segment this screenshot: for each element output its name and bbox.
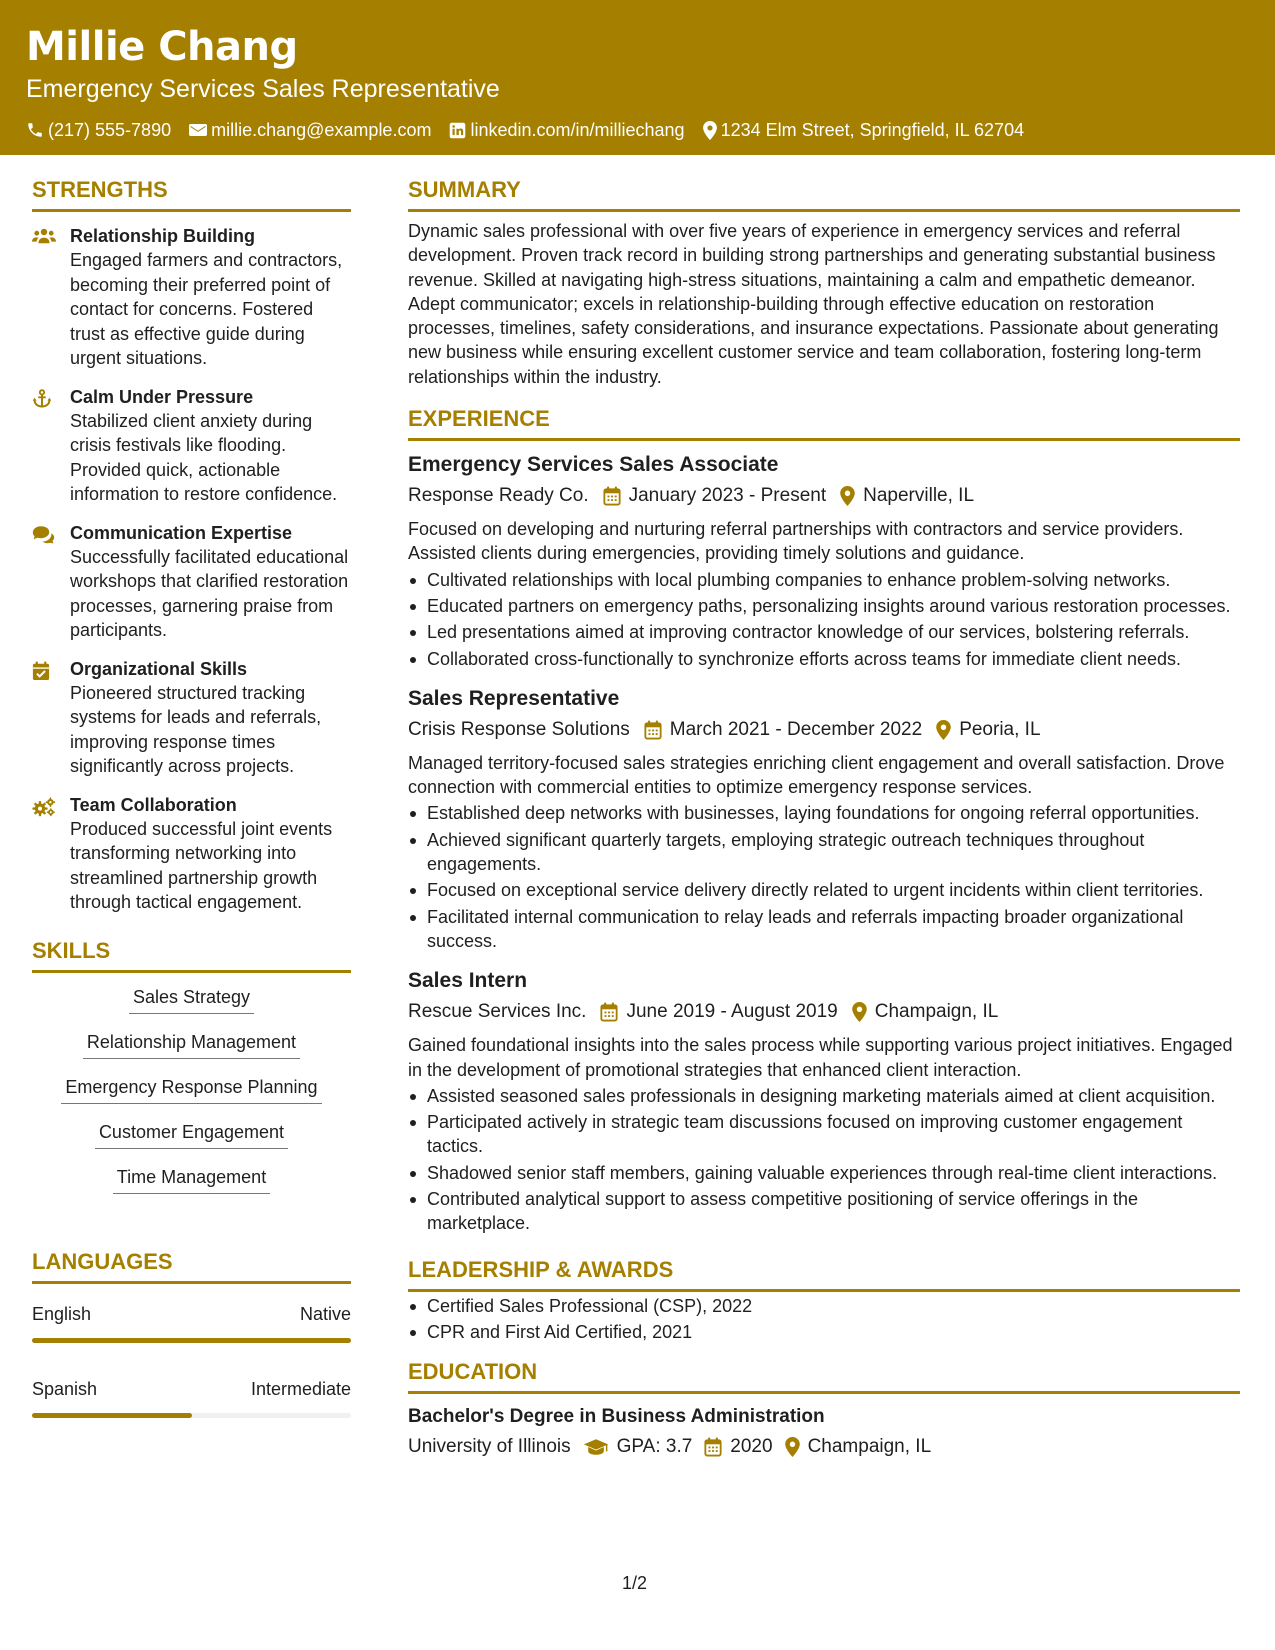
job-bullets [408,801,1240,953]
resume-header [0,0,1275,155]
language-level: Intermediate [250,1378,351,1399]
bullet-item: Achieved significant quarterly targets, employing strategic outreach techniques throughout engagements. [408,828,1240,877]
right-column [408,176,1240,1461]
education-location: Champaign, IL [807,1436,932,1458]
company-name: Rescue Services Inc. [408,1001,587,1023]
map-pin-icon [785,1437,800,1457]
bullet-item: Established deep networks with businesses, laying foundations for ongoing referral opportunities. [408,801,1240,825]
skills-heading: SKILLS [32,937,351,973]
map-pin-icon [852,1002,867,1022]
job-entry [408,451,1240,671]
job-bullets [408,568,1240,671]
experience-section [408,405,1240,1236]
linkedin-icon [449,122,466,139]
contact-linkedin[interactable] [449,118,684,142]
calendar-icon [603,486,621,506]
bullet-item: Educated partners on emergency paths, personalizing insights around various restoration processes. [408,594,1240,618]
gpa-text: GPA: 3.7 [616,1436,693,1458]
award-item: Certified Sales Professional (CSP), 2022 [408,1294,1240,1318]
bullet-item: Cultivated relationships with local plumbing companies to enhance problem-solving networks. [408,568,1240,592]
language-proficiency-fill [32,1338,351,1343]
job-description: Focused on developing and nurturing referral partnerships with contractors and service providers. Assisted clients during emergencies, providing timely solutions and guidance. [408,519,1184,564]
awards-heading: LEADERSHIP & AWARDS [408,1256,1240,1292]
map-pin-icon [936,720,951,740]
candidate-title: Emergency Services Sales Representative [26,75,500,103]
job-entry [408,967,1240,1235]
bullet-item: Collaborated cross-functionally to synchronize efforts across teams for immediate client needs. [408,647,1240,671]
languages-section [32,1248,351,1418]
job-meta [408,716,1240,744]
strength-title: Relationship Building [70,226,255,246]
skills-list [32,985,351,1210]
job-dates: January 2023 - Present [628,485,827,507]
school-name: University of Illinois [408,1436,571,1458]
strength-title: Communication Expertise [70,522,293,543]
job-location: Naperville, IL [863,485,975,507]
anchor-icon [32,389,52,409]
phone-icon [26,121,44,139]
page-number: 1/2 [622,1573,648,1593]
calendar-check-icon [32,661,50,681]
email-text: millie.chang@example.com [211,120,432,140]
calendar-icon [600,1002,618,1022]
phone-text: (217) 555-7890 [48,120,172,140]
job-title: Sales Intern [408,969,528,993]
summary-text: Dynamic sales professional with over five years of experience in emergency services and referral development. Proven track record in building strong partnerships and generating substantial business revenue. Skilled at navigating high-stress situations, maintaining a calm and empathetic demeanor. Adept communicator; excels in relationship-building through effective education on restoration processes, timelines, safety considerations, and insurance expectations. Passionate about generating new business while ensuring excellent customer service and team collaboration, fostering long-term relationships within the industry. [408,221,1219,387]
summary-heading: SUMMARY [408,176,1240,212]
strength-item [32,793,351,915]
skill-tag: Customer Engagement [95,1120,288,1149]
job-meta [408,998,1240,1026]
languages-heading: LANGUAGES [32,1248,351,1284]
job-entry [408,685,1240,953]
skill-tag: Relationship Management [83,1030,300,1059]
map-pin-icon [840,486,855,506]
bullet-item: Participated actively in strategic team discussions focused on improving customer engagement tactics. [408,1110,1240,1159]
users-icon [32,228,56,244]
awards-section [408,1256,1240,1345]
strength-description: Engaged farmers and contractors, becoming their preferred point of contact for concerns. Fostered trust as effective guide during urgent situations. [70,250,343,368]
job-location: Champaign, IL [874,1001,999,1023]
skill-tag: Sales Strategy [129,985,254,1014]
strength-description: Produced successful joint events transforming networking into streamlined partnership growth through tactical engagement. [70,818,333,912]
calendar-icon [704,1437,722,1457]
bullet-item: Shadowed senior staff members, gaining valuable experiences through real-time client interactions. [408,1161,1240,1185]
strength-description: Successfully facilitated educational workshops that clarified restoration processes, garnering praise from participants. [70,546,349,640]
linkedin-text: linkedin.com/in/milliechang [470,120,685,140]
skills-section [32,937,351,1210]
language-item [32,1302,351,1343]
job-dates: June 2019 - August 2019 [626,1001,838,1023]
contact-phone[interactable] [26,118,171,142]
strength-description: Pioneered structured tracking systems for leads and referrals, improving response times significantly across projects. [70,682,322,776]
language-level: Native [299,1303,351,1324]
strength-item [32,224,351,371]
envelope-icon [189,122,207,138]
education-section [408,1358,1240,1461]
language-item [32,1377,351,1418]
language-proficiency-bar [32,1413,351,1418]
language-name: English [32,1303,92,1324]
bullet-item: Contributed analytical support to assess competitive positioning of service offerings in the marketplace. [408,1187,1240,1236]
bullet-item: Assisted seasoned sales professionals in designing marketing materials aimed at client acquisition. [408,1084,1240,1108]
strength-item [32,521,351,643]
contact-email[interactable] [189,118,431,142]
strength-title: Organizational Skills [70,658,248,679]
bullet-item: Facilitated internal communication to relay leads and referrals impacting broader organizational success. [408,905,1240,954]
awards-list [408,1294,1240,1345]
education-heading: EDUCATION [408,1358,1240,1394]
comments-icon [32,525,55,544]
map-pin-icon [703,121,717,140]
strength-item [32,657,351,779]
graduation-cap-icon [583,1438,609,1456]
cogs-icon [32,797,56,817]
skill-tag: Emergency Response Planning [61,1075,321,1104]
job-meta [408,482,1240,510]
company-name: Crisis Response Solutions [408,718,630,740]
address-text: 1234 Elm Street, Springfield, IL 62704 [720,120,1025,140]
company-name: Response Ready Co. [408,485,589,507]
job-description: Gained foundational insights into the sales process while supporting various project initiatives. Engaged in the development of promotional strategies that enhanced client interaction. [408,1035,1233,1080]
strength-description: Stabilized client anxiety during crisis festivals like flooding. Provided quick, actionable information to restore confidence. [70,410,338,504]
job-description: Managed territory-focused sales strategies enriching client engagement and overall satisfaction. Drove connection with commercial entities to optimize emergency response services. [408,752,1225,798]
graduation-year: 2020 [730,1436,773,1458]
strengths-heading: STRENGTHS [32,176,351,212]
skill-tag: Time Management [113,1165,270,1194]
left-column [32,176,351,1418]
strengths-list [32,224,351,915]
calendar-icon [644,720,662,740]
strength-title: Calm Under Pressure [70,386,254,407]
language-name: Spanish [32,1378,98,1399]
bullet-item: Focused on exceptional service delivery directly related to urgent incidents within client territories. [408,878,1240,902]
degree-title: Bachelor's Degree in Business Administration [408,1406,825,1428]
education-meta [408,1433,1240,1461]
award-item: CPR and First Aid Certified, 2021 [408,1320,1240,1344]
job-bullets [408,1084,1240,1236]
job-location: Peoria, IL [959,718,1041,740]
contact-address [703,118,1025,142]
experience-heading: EXPERIENCE [408,405,1240,441]
job-title: Emergency Services Sales Associate [408,453,779,477]
language-proficiency-fill [32,1413,192,1418]
candidate-name: Millie Chang [26,24,298,70]
contact-bar [26,118,1249,142]
strength-item [32,385,351,507]
language-proficiency-bar [32,1338,351,1343]
bullet-item: Led presentations aimed at improving contractor knowledge of our services, bolstering referrals. [408,620,1240,644]
strength-title: Team Collaboration [70,794,237,815]
job-title: Sales Representative [408,686,620,710]
job-dates: March 2021 - December 2022 [669,718,923,740]
